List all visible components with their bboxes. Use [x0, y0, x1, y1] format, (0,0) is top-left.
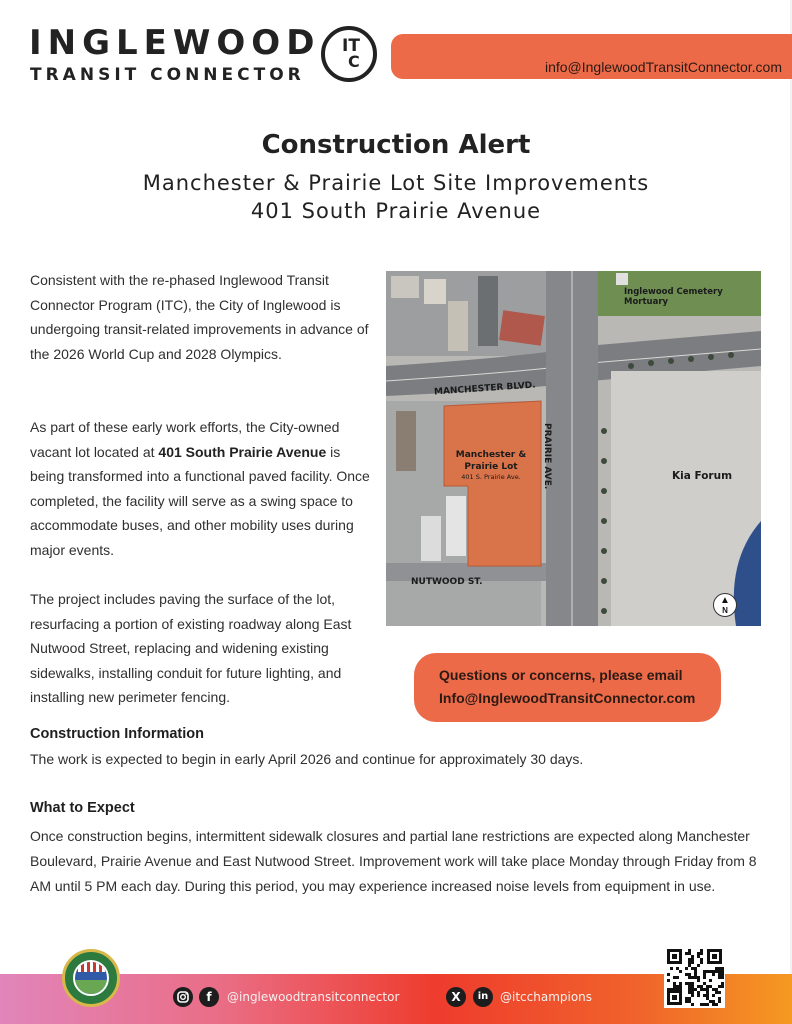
construction-info-heading: Construction Information: [30, 726, 204, 742]
qr-module: [679, 982, 682, 985]
qr-module: [718, 1000, 721, 1003]
qr-module: [703, 973, 706, 976]
qr-module: [667, 979, 670, 982]
qr-module: [703, 1003, 706, 1006]
qr-module: [688, 964, 691, 967]
qr-module: [706, 985, 709, 988]
qr-module: [703, 994, 706, 997]
qr-module: [691, 982, 694, 985]
p2-text-start: As part of these early work efforts, the City-owned vacant lot located at: [30, 419, 340, 460]
qr-module: [700, 949, 703, 952]
qr-module: [667, 973, 670, 976]
qr-module: [712, 1003, 715, 1006]
qr-module: [679, 988, 682, 991]
qr-module: [691, 985, 694, 988]
qr-module: [703, 976, 706, 979]
qr-module: [697, 976, 700, 979]
qr-module: [709, 970, 712, 973]
intro-paragraph-2: [30, 415, 370, 562]
qr-module: [715, 970, 718, 973]
qr-module: [667, 988, 670, 991]
qr-module: [700, 988, 703, 991]
qr-module: [679, 985, 682, 988]
logo-wordmark-top: INGLEWOOD: [29, 23, 321, 63]
qr-module: [706, 994, 709, 997]
qr-module: [697, 991, 700, 994]
qr-module: [673, 982, 676, 985]
what-to-expect-text: Once construction begins, intermittent sidewalk closures and partial lane restrictions are expected along Manchester Boulevard, Prairie Avenue and East Nutwood Street. Improvement work will take place Monday through Friday from 8 AM until 5 PM each day. During this period, you may experience increased noise levels from equipment in use.: [30, 828, 757, 894]
qr-module: [706, 970, 709, 973]
map-label-lot: Manchester & Prairie Lot: [455, 450, 527, 472]
qr-module: [685, 1000, 688, 1003]
map-label-prairie: PRAIRIE AVE.: [542, 423, 552, 490]
qr-module: [721, 970, 724, 973]
aerial-map-graphic: [386, 271, 761, 626]
qr-module: [691, 1003, 694, 1006]
intro-paragraph-1: Consistent with the re-phased Inglewood Transit Connector Program (ITC), the City of Inglewood is undergoing transit-related improvements in advance of the 2026 World Cup and 2028 Olympics.: [30, 272, 369, 362]
qr-module: [718, 997, 721, 1000]
qr-module: [676, 967, 679, 970]
qr-module: [688, 997, 691, 1000]
qr-module: [676, 985, 679, 988]
qr-module: [688, 961, 691, 964]
qr-module: [718, 973, 721, 976]
north-arrow-icon: ▲ N: [713, 593, 737, 617]
qr-module: [700, 958, 703, 961]
qr-module: [685, 997, 688, 1000]
qr-module: [715, 991, 718, 994]
qr-module: [703, 988, 706, 991]
qr-module: [691, 955, 694, 958]
qr-module: [709, 985, 712, 988]
qr-module: [685, 973, 688, 976]
qr-module: [697, 979, 700, 982]
qr-module: [670, 967, 673, 970]
qr-module: [688, 982, 691, 985]
qr-module: [676, 988, 679, 991]
qr-module: [712, 1000, 715, 1003]
qr-module: [688, 985, 691, 988]
map-label-nutwood: NUTWOOD ST.: [411, 577, 483, 587]
site-map: [386, 271, 761, 626]
qr-module: [691, 967, 694, 970]
qr-module: [712, 994, 715, 997]
instagram-icon[interactable]: [173, 987, 193, 1007]
qr-module: [709, 1000, 712, 1003]
qr-module: [712, 970, 715, 973]
qr-module: [721, 973, 724, 976]
header-email-link[interactable]: info@InglewoodTransitConnector.com: [544, 59, 782, 75]
qr-code-graphic: [664, 946, 725, 1008]
qr-module: [700, 985, 703, 988]
qr-module: [676, 976, 679, 979]
intro-paragraph-3: The project includes paving the surface of the lot, resurfacing a portion of existing roadway along East Nutwood Street, replacing and widening existing sidewalks, installing conduit for future lighting, and installing new perimeter fencing.: [30, 591, 352, 705]
qr-code[interactable]: [664, 946, 725, 1008]
qr-module: [718, 967, 721, 970]
qr-module: [715, 967, 718, 970]
qr-module: [703, 982, 706, 985]
qr-module: [721, 982, 724, 985]
qr-module: [691, 991, 694, 994]
qr-module: [712, 988, 715, 991]
qr-module: [721, 976, 724, 979]
logo-mark-icon: [321, 26, 377, 82]
qr-module: [688, 991, 691, 994]
page-address: 401 South Prairie Avenue: [250, 199, 542, 223]
qr-module: [715, 1003, 718, 1006]
social-handle-secondary[interactable]: @itcchampions: [500, 990, 593, 1004]
qr-module: [685, 967, 688, 970]
linkedin-icon[interactable]: in: [473, 987, 493, 1007]
qr-module: [694, 973, 697, 976]
qr-module: [688, 949, 691, 952]
qr-module: [700, 952, 703, 955]
qr-module: [715, 988, 718, 991]
qr-module: [688, 976, 691, 979]
qr-module: [706, 988, 709, 991]
qr-module: [700, 1003, 703, 1006]
qr-module: [691, 958, 694, 961]
callout-line-1: Questions or concerns, please email: [439, 667, 683, 683]
logo-mark-c: C: [348, 52, 360, 71]
qr-module: [718, 970, 721, 973]
p2-text-end: is being transformed into a functional paved facility. Once completed, the facility will serve as a swing space to accommodate buses, and other mobility uses during major events.: [30, 443, 370, 558]
qr-module: [685, 982, 688, 985]
qr-module: [685, 952, 688, 955]
city-seal-icon: [62, 949, 120, 1007]
qr-module: [700, 961, 703, 964]
qr-module: [688, 988, 691, 991]
qr-module: [691, 961, 694, 964]
header-banner: [391, 34, 792, 79]
qr-module: [709, 979, 712, 982]
qr-module: [688, 973, 691, 976]
qr-module: [694, 967, 697, 970]
p2-address-bold: 401 South Prairie Avenue: [158, 443, 327, 460]
qr-module: [673, 988, 676, 991]
qr-module: [679, 970, 682, 973]
page-title: Construction Alert: [261, 130, 531, 160]
qr-module: [706, 997, 709, 1000]
map-label-manchester: MANCHESTER BLVD.: [433, 380, 537, 398]
logo-mark-it: IT: [342, 36, 360, 56]
map-label-cemetery: Inglewood Cemetery Mortuary: [624, 287, 723, 307]
qr-module: [718, 991, 721, 994]
qr-module: [688, 1000, 691, 1003]
social-handle-primary[interactable]: @inglewoodtransitconnector: [227, 990, 400, 1004]
qr-module: [703, 970, 706, 973]
qr-module: [697, 994, 700, 997]
page-subtitle: Manchester & Prairie Lot Site Improvements: [142, 171, 650, 195]
construction-info-text: The work is expected to begin in early April 2026 and continue for approximately 30 days.: [30, 751, 584, 767]
qr-module: [688, 958, 691, 961]
facebook-icon[interactable]: f: [199, 987, 219, 1007]
qr-module: [670, 988, 673, 991]
qr-module: [673, 985, 676, 988]
qr-module: [688, 952, 691, 955]
map-label-lot-address: 401 S. Prairie Ave.: [461, 473, 521, 481]
qr-module: [694, 976, 697, 979]
qr-module: [718, 985, 721, 988]
qr-module: [697, 955, 700, 958]
qr-module: [697, 964, 700, 967]
qr-module: [697, 952, 700, 955]
qr-module: [694, 970, 697, 973]
qr-module: [697, 985, 700, 988]
qr-module: [706, 1003, 709, 1006]
callout-email-link[interactable]: Info@InglewoodTransitConnector.com: [439, 690, 696, 706]
north-label: N: [722, 606, 728, 615]
qr-module: [718, 976, 721, 979]
qr-module: [721, 985, 724, 988]
qr-module: [694, 988, 697, 991]
x-icon[interactable]: X: [446, 987, 466, 1007]
qr-module: [721, 967, 724, 970]
qr-module: [691, 988, 694, 991]
logo-wordmark-bottom: TRANSIT CONNECTOR: [30, 65, 305, 85]
qr-module: [691, 994, 694, 997]
qr-module: [712, 973, 715, 976]
contact-callout: [414, 653, 721, 722]
qr-module: [691, 976, 694, 979]
map-label-kia-forum: Kia Forum: [672, 470, 733, 482]
what-to-expect-heading: What to Expect: [30, 800, 135, 816]
qr-module: [673, 976, 676, 979]
qr-module: [706, 991, 709, 994]
